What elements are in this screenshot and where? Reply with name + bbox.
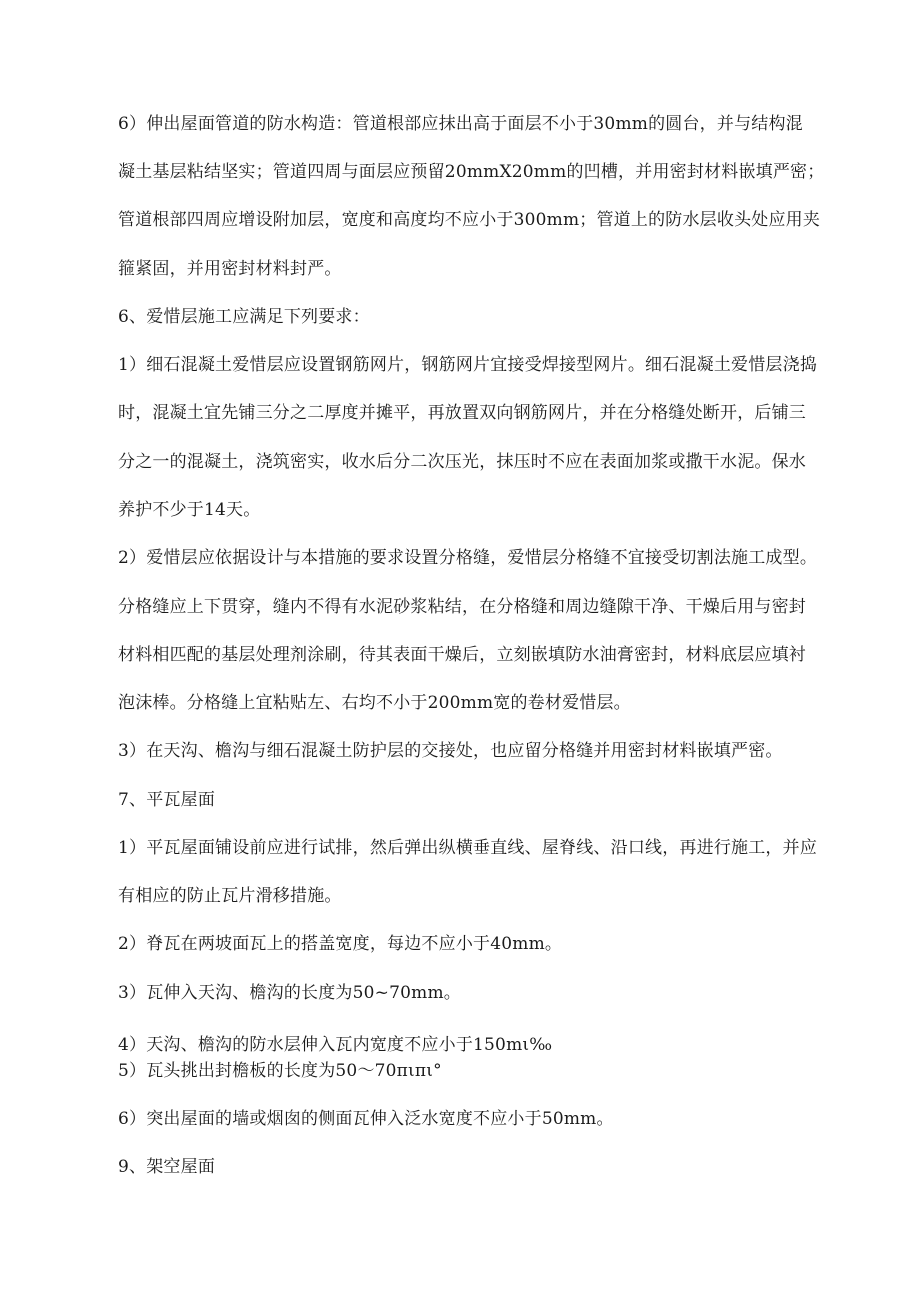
- paragraph-line-12: 材料相匹配的基层处理剂涂刷，待其表面干燥后，立刻嵌填防水油膏密封，材料底层应填衬: [118, 645, 806, 665]
- paragraph-line-7: 时，混凝土宜先铺三分之二厚度并摊平，再放置双向钢筋网片，并在分格缝处断开，后铺三: [118, 403, 806, 423]
- paragraph-line-10: 2）爱惜层应依据设计与本措施的要求设置分格缝，爱惜层分格缝不宜接受切割法施工成型。: [118, 548, 818, 568]
- paragraph-line-4: 箍紧固，并用密封材料封严。: [118, 259, 342, 279]
- paragraph-line-19: 3）瓦伸入天沟、檐沟的长度为50~70mm。: [118, 983, 461, 1003]
- section-heading-9: 9、架空屋面: [118, 1157, 216, 1177]
- paragraph-line-20: 4）天沟、檐沟的防水层伸入瓦内宽度不应小于150mι‰: [118, 1035, 553, 1055]
- paragraph-line-1: 6）伸出屋面管道的防水构造：管道根部应抹出高于面层不小于30mm的圆台，并与结构混: [118, 114, 803, 134]
- paragraph-line-6: 1）细石混凝土爱惜层应设置钢筋网片，钢筋网片宜接受焊接型网片。细石混凝土爱惜层浇捣: [118, 355, 818, 375]
- section-heading-6: 6、爱惜层施工应满足下列要求：: [118, 307, 370, 327]
- paragraph-line-9: 养护不少于14天。: [118, 500, 261, 520]
- paragraph-line-11: 分格缝应上下贯穿，缝内不得有水泥砂浆粘结，在分格缝和周边缝隙干净、干燥后用与密封: [118, 597, 806, 617]
- paragraph-line-16: 1）平瓦屋面铺设前应进行试排，然后弹出纵横垂直线、屋脊线、沿口线，再进行施工，并应: [118, 838, 818, 858]
- paragraph-line-14: 3）在天沟、檐沟与细石混凝土防护层的交接处，也应留分格缝并用密封材料嵌填严密。: [118, 741, 783, 761]
- paragraph-line-2: 凝土基层粘结坚实；管道四周与面层应预留20mmX20mm的凹槽，并用密封材料嵌填严密；: [118, 162, 825, 182]
- paragraph-line-22: 6）突出屋面的墙或烟囱的侧面瓦伸入泛水宽度不应小于50mm。: [118, 1109, 614, 1129]
- paragraph-line-21: 5）瓦头挑出封檐板的长度为50～70πιπι°: [118, 1061, 442, 1081]
- paragraph-line-3: 管道根部四周应增设附加层，宽度和高度均不应小于300mm；管道上的防水层收头处应用夹: [118, 210, 821, 230]
- section-heading-7: 7、平瓦屋面: [118, 790, 216, 810]
- paragraph-line-8: 分之一的混凝土，浇筑密实，收水后分二次压光，抹压时不应在表面加浆或撒干水泥。保水: [118, 452, 806, 472]
- paragraph-line-13: 泡沫棒。分格缝上宜粘贴左、右均不小于200mm宽的卷材爱惜层。: [118, 693, 631, 713]
- paragraph-line-18: 2）脊瓦在两坡面瓦上的搭盖宽度，每边不应小于40mm。: [118, 934, 563, 954]
- paragraph-line-17: 有相应的防止瓦片滑移措施。: [118, 886, 342, 906]
